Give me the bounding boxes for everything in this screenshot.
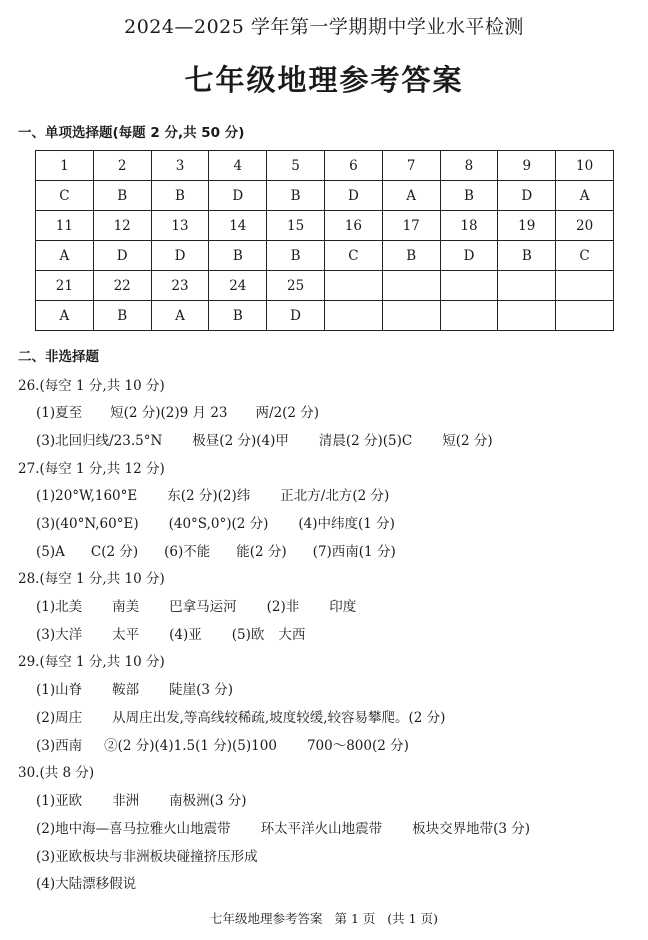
answer-part: (4)亚 xyxy=(169,627,202,643)
table-cell: 17 xyxy=(382,211,440,241)
table-cell xyxy=(324,271,382,301)
answer-part: 极昼(2 分)(4)甲 xyxy=(192,433,289,449)
table-cell: D xyxy=(267,301,325,331)
q28-line1 xyxy=(36,595,356,615)
q29-line1 xyxy=(36,678,233,698)
answer-part: (1)20°W,160°E xyxy=(36,488,138,504)
answer-part: 巴拿马运河 xyxy=(169,599,237,615)
table-cell: 12 xyxy=(93,211,151,241)
table-row xyxy=(36,211,614,241)
table-cell: A xyxy=(556,181,614,211)
table-cell: B xyxy=(498,241,556,271)
answer-part: ②(2 分)(4)1.5(1 分)(5)100 xyxy=(104,738,277,754)
answer-part: (2)非 xyxy=(266,599,300,615)
table-cell: C xyxy=(36,181,94,211)
answer-part: (1)亚欧 xyxy=(36,793,83,809)
q29-heading: 29.(每空 1 分,共 10 分) xyxy=(18,654,165,670)
table-row xyxy=(36,301,614,331)
table-cell: B xyxy=(151,181,209,211)
answer-part: 清晨(2 分)(5)C xyxy=(318,433,413,449)
table-cell: 18 xyxy=(440,211,498,241)
table-cell: D xyxy=(151,241,209,271)
exam-header: 2024—2025 学年第一学期期中学业水平检测 xyxy=(124,16,524,38)
table-cell: 8 xyxy=(440,151,498,181)
answer-part: 两/2(2 分) xyxy=(255,405,320,421)
answer-part: 南美 xyxy=(112,599,140,615)
answer-part: (6)不能 xyxy=(164,544,211,560)
q27-line2 xyxy=(36,512,395,532)
q30-line4: (4)大陆漂移假说 xyxy=(36,876,137,892)
q27-line3 xyxy=(36,540,396,560)
table-cell: 10 xyxy=(556,151,614,181)
table-cell: D xyxy=(209,181,267,211)
q30-line2 xyxy=(36,817,530,837)
q27-heading: 27.(每空 1 分,共 12 分) xyxy=(18,461,165,477)
table-cell: 1 xyxy=(36,151,94,181)
table-cell: 21 xyxy=(36,271,94,301)
table-cell: 2 xyxy=(93,151,151,181)
answer-part: C(2 分) xyxy=(90,544,139,560)
table-cell: A xyxy=(151,301,209,331)
table-cell: C xyxy=(556,241,614,271)
q27-line1 xyxy=(36,484,389,504)
q29-line2 xyxy=(36,706,445,726)
table-cell: B xyxy=(267,241,325,271)
table-cell xyxy=(440,301,498,331)
answer-part: 非洲 xyxy=(112,793,140,809)
answer-part: (4)中纬度(1 分) xyxy=(298,516,395,532)
page-footer: 七年级地理参考答案 第 1 页 (共 1 页) xyxy=(210,911,438,926)
table-cell: 7 xyxy=(382,151,440,181)
table-cell: 16 xyxy=(324,211,382,241)
table-cell: 11 xyxy=(36,211,94,241)
table-cell xyxy=(324,301,382,331)
section1-title: 一、单项选择题(每题 2 分,共 50 分) xyxy=(18,125,245,141)
answer-part: (3)大洋 xyxy=(36,627,83,643)
table-cell xyxy=(382,271,440,301)
answer-part: (7)西南(1 分) xyxy=(312,544,396,560)
table-cell: 14 xyxy=(209,211,267,241)
answer-part: 印度 xyxy=(329,599,357,615)
table-cell: 6 xyxy=(324,151,382,181)
table-cell: A xyxy=(382,181,440,211)
table-cell: B xyxy=(93,301,151,331)
table-cell: 25 xyxy=(267,271,325,301)
table-cell: A xyxy=(36,301,94,331)
answer-part: (5)A xyxy=(36,544,65,560)
q28-heading: 28.(每空 1 分,共 10 分) xyxy=(18,571,165,587)
table-cell xyxy=(498,271,556,301)
answer-part: 东(2 分)(2)纬 xyxy=(167,488,251,504)
table-cell xyxy=(440,271,498,301)
table-cell: 3 xyxy=(151,151,209,181)
table-cell: 13 xyxy=(151,211,209,241)
answer-part: (2)地中海—喜马拉雅火山地震带 xyxy=(36,821,231,837)
section2-title: 二、非选择题 xyxy=(18,349,99,365)
answer-part: 700～800(2 分) xyxy=(306,738,409,754)
answer-table xyxy=(35,150,614,331)
q29-line3 xyxy=(36,734,409,754)
table-cell xyxy=(556,301,614,331)
q28-line2 xyxy=(36,623,305,643)
answer-part: 能(2 分) xyxy=(236,544,287,560)
table-cell xyxy=(382,301,440,331)
table-cell: D xyxy=(324,181,382,211)
answer-part: (5)欧 xyxy=(231,627,265,643)
answer-part: 陡崖(3 分) xyxy=(169,682,234,698)
table-cell: D xyxy=(93,241,151,271)
table-cell: B xyxy=(209,241,267,271)
answer-part: 短(2 分) xyxy=(442,433,493,449)
answer-part: 正北方/北方(2 分) xyxy=(280,488,390,504)
table-cell: B xyxy=(440,181,498,211)
q30-line3: (3)亚欧板块与非洲板块碰撞挤压形成 xyxy=(36,849,258,865)
table-cell: D xyxy=(498,181,556,211)
table-cell: B xyxy=(267,181,325,211)
answer-part: (1)山脊 xyxy=(36,682,83,698)
table-cell: 4 xyxy=(209,151,267,181)
table-row xyxy=(36,181,614,211)
table-row xyxy=(36,271,614,301)
table-cell: 20 xyxy=(556,211,614,241)
table-cell: 19 xyxy=(498,211,556,241)
table-cell: 23 xyxy=(151,271,209,301)
q30-heading: 30.(共 8 分) xyxy=(18,765,95,781)
answer-part: 短(2 分)(2)9 月 23 xyxy=(110,405,228,421)
answer-part: (40°S,0°)(2 分) xyxy=(168,516,269,532)
table-cell: D xyxy=(440,241,498,271)
page-title: 七年级地理参考答案 xyxy=(184,63,464,97)
table-cell: 24 xyxy=(209,271,267,301)
table-cell xyxy=(498,301,556,331)
answer-part: 板块交界地带(3 分) xyxy=(412,821,531,837)
table-cell: 5 xyxy=(267,151,325,181)
answer-part: (1)北美 xyxy=(36,599,83,615)
q26-line1 xyxy=(36,401,319,421)
answer-part: 大西 xyxy=(278,627,306,643)
table-cell: B xyxy=(382,241,440,271)
table-cell: B xyxy=(209,301,267,331)
answer-part: (2)周庄 xyxy=(36,710,83,726)
answer-part: 环太平洋火山地震带 xyxy=(260,821,383,837)
q26-heading: 26.(每空 1 分,共 10 分) xyxy=(18,378,165,394)
answer-part: 从周庄出发,等高线较稀疏,坡度较缓,较容易攀爬。(2 分) xyxy=(112,710,446,726)
answer-part: (3)(40°N,60°E) xyxy=(36,516,139,532)
answer-part: (1)夏至 xyxy=(36,405,83,421)
table-cell: A xyxy=(36,241,94,271)
q30-line1 xyxy=(36,789,247,809)
table-cell: 15 xyxy=(267,211,325,241)
answer-part: 太平 xyxy=(112,627,140,643)
answer-part: (3)北回归线/23.5°N xyxy=(36,433,163,449)
table-cell: C xyxy=(324,241,382,271)
answer-part: 鞍部 xyxy=(112,682,140,698)
table-row xyxy=(36,241,614,271)
table-cell: B xyxy=(93,181,151,211)
q26-line2 xyxy=(36,429,493,449)
answer-part: (3)西南 xyxy=(36,738,83,754)
table-cell: 22 xyxy=(93,271,151,301)
answer-part: 南极洲(3 分) xyxy=(169,793,247,809)
table-cell xyxy=(556,271,614,301)
table-cell: 9 xyxy=(498,151,556,181)
table-row xyxy=(36,151,614,181)
